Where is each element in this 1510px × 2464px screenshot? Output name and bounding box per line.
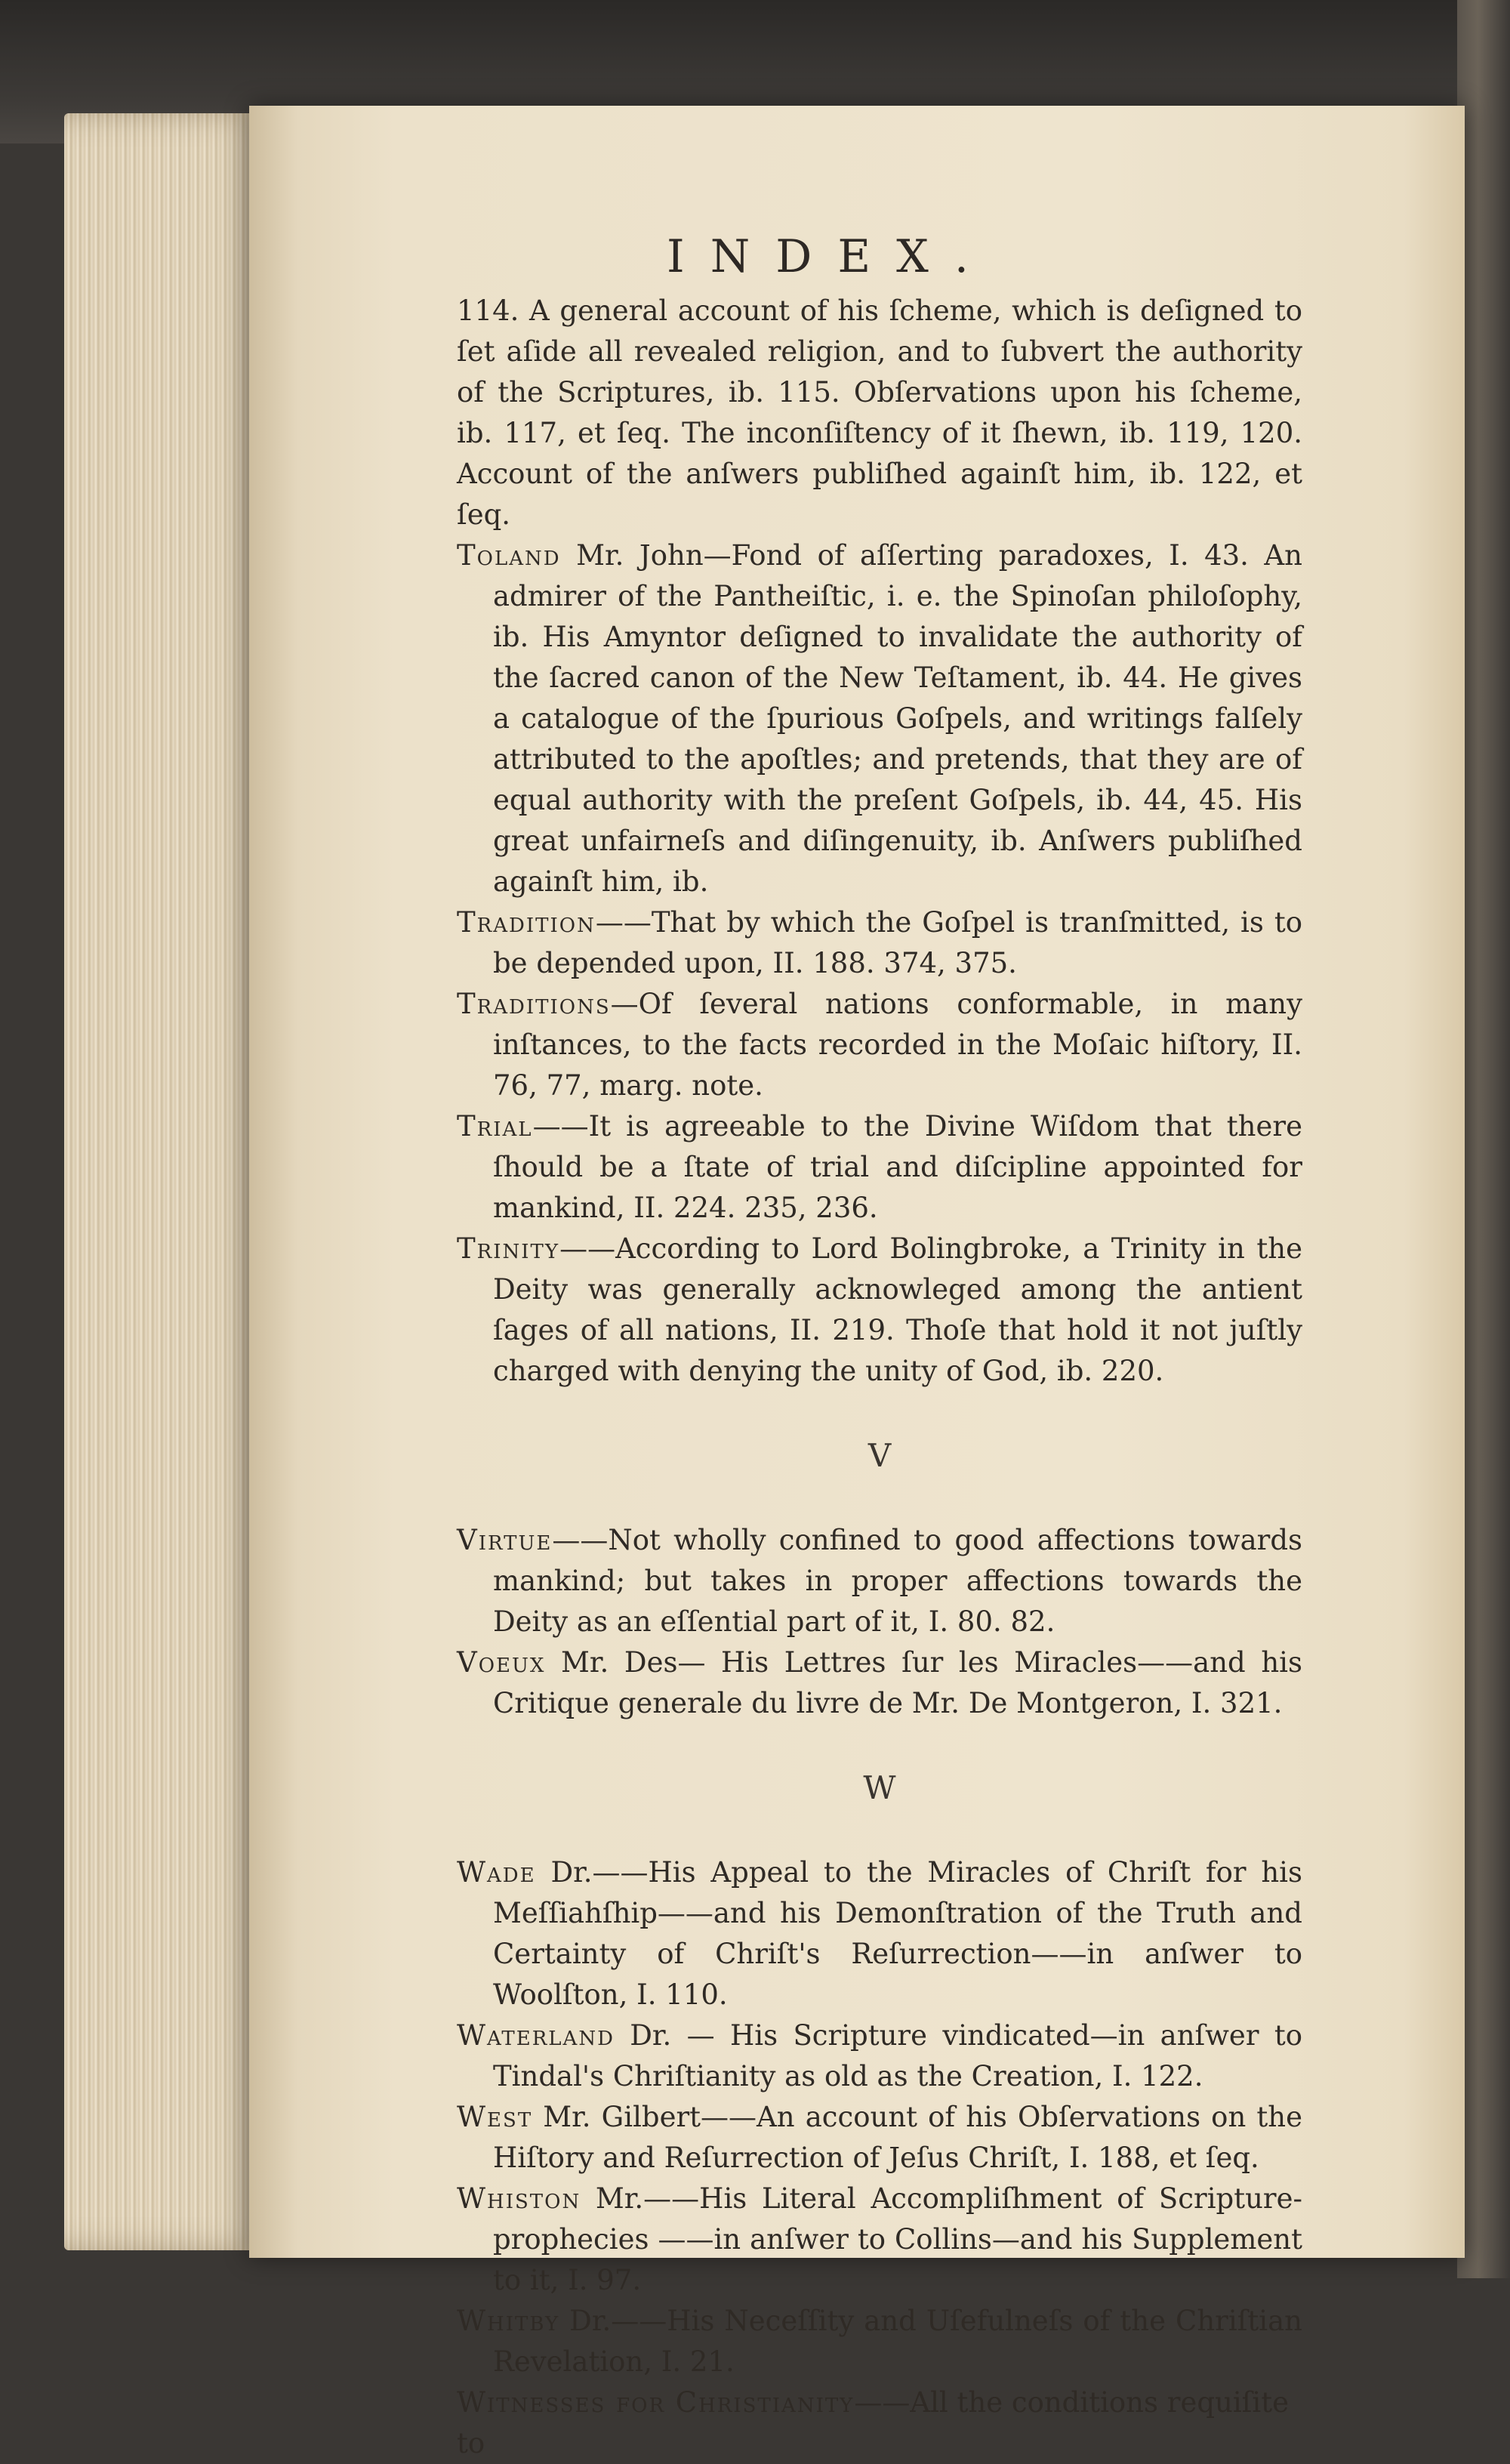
entry-head: Trinity xyxy=(457,1232,560,1265)
catchword: to xyxy=(457,2427,485,2459)
facing-page-edge xyxy=(1457,0,1510,2278)
entry-head: Virtue xyxy=(457,1524,553,1556)
index-entry xyxy=(457,2015,1302,2097)
index-entry xyxy=(457,535,1302,902)
index-entry xyxy=(457,1229,1302,1392)
index-entry xyxy=(457,1642,1302,1724)
entry-text: Dr.——His Appeal to the Miracles of Chriſt for his Meſſiahſhip——and his Demonſtration of the Truth and Certainty of Chriſt's Reſurrection——in anſwer to Woolſton, I. 110. xyxy=(493,1856,1302,2011)
continuation-paragraph: 114. A general account of his ſcheme, which is deſigned to ſet aſide all revealed religion, and to ſubvert the authority of the Scriptures, ib. 115. Obſervations upon his ſcheme, ib. 117, et ſeq. The inconſiſtency of it ſhewn, ib. 119, 120. Account of the anſwers publiſhed againſt him, ib. 122, et ſeq. xyxy=(457,295,1302,531)
entry-head: Whiston xyxy=(457,2182,581,2215)
entry-text: Mr. Gilbert——An account of his Obſervations on the Hiſtory and Reſurrection of Jeſus Chriſt, I. 188, et ſeq. xyxy=(493,2101,1302,2174)
entry-text: ——According to Lord Bolingbroke, a Trinity in the Deity was generally acknowleged among the antient ſages of all nations, II. 219. Thoſe that hold it not juſtly charged with denying the unity of God, ib. 220. xyxy=(493,1232,1302,1387)
entry-text: —Of ſeveral nations conformable, in many inſtances, to the facts recorded in the Moſaic hiſtory, II. 76, 77, marg. note. xyxy=(493,988,1302,1102)
entry-head: West xyxy=(457,2101,533,2133)
entry-text: Dr. — His Scripture vindicated—in anſwer to Tindal's Chriſtianity as old as the Creation, I. 122. xyxy=(493,2019,1302,2092)
index-entry xyxy=(457,2097,1302,2179)
section-heading-w: W xyxy=(863,1769,896,1806)
entry-text: Mr. John—Fond of aſſerting paradoxes, I. 43. An admirer of the Pantheiſtic, i. e. the Spinoſan philoſophy, ib. His Amyntor deſigned to invalidate the authority of the ſacred canon of the New Teſtament, ib. 44. He gives a catalogue of the ſpurious Goſpels, and writings falſely attributed to the apoſtles; and pretends, that they are of equal authority with the preſent Goſpels, ib. 44, 45. His great unfairneſs and diſingenuity, ib. Anſwers publiſhed againſt him, ib. xyxy=(493,539,1302,898)
entry-head: Waterland xyxy=(457,2019,615,2052)
entry-text: Mr.——His Literal Accompliſhment of Scripture-prophecies ——in anſwer to Collins—and his Supplement to it, I. 97. xyxy=(493,2182,1302,2296)
index-entry xyxy=(457,2301,1302,2382)
index-entry xyxy=(457,1520,1302,1642)
entry-text: Mr. Des— His Lettres ſur les Miracles——and his Critique generale du livre de Mr. De Montgeron, I. 321. xyxy=(493,1646,1302,1719)
entry-text: ——All the conditions requiſite xyxy=(854,2386,1289,2419)
index-entry xyxy=(457,984,1302,1106)
entry-text: Dr.——His Neceſſity and Uſefulneſs of the Chriſtian Revelation, I. 21. xyxy=(493,2305,1302,2378)
entry-head: Wade xyxy=(457,1856,536,1889)
page-edges-stack xyxy=(64,113,268,2250)
index-entry xyxy=(457,902,1302,984)
entry-text: ——Not wholly confined to good affections towards mankind; but takes in proper affections towards the Deity as an eſſential part of it, I. 80. 82. xyxy=(493,1524,1302,1638)
entry-head: Witnesses for Christianity xyxy=(457,2386,855,2419)
index-entry xyxy=(457,2179,1302,2301)
entry-head: Tradition xyxy=(457,906,596,939)
entry-head: Traditions xyxy=(457,988,611,1020)
entry-head: Whitby xyxy=(457,2305,560,2337)
index-entry xyxy=(457,2382,1302,2423)
index-entry xyxy=(457,1106,1302,1229)
entry-head: Voeux xyxy=(457,1646,546,1679)
index-text xyxy=(457,291,1302,2464)
entry-text: ——It is agreeable to the Divine Wiſdom that there ſhould be a ſtate of trial and diſcipline appointed for mankind, II. 224. 235, 236. xyxy=(493,1110,1302,1224)
section-heading-v: V xyxy=(867,1437,892,1474)
index-entry xyxy=(457,1852,1302,2015)
entry-head: Toland xyxy=(457,539,561,572)
entry-head: Trial xyxy=(457,1110,533,1143)
page-title: INDEX. xyxy=(667,230,994,283)
entry-text: ——That by which the Goſpel is tranſmitted, is to be depended upon, II. 188. 374, 375. xyxy=(493,906,1302,979)
